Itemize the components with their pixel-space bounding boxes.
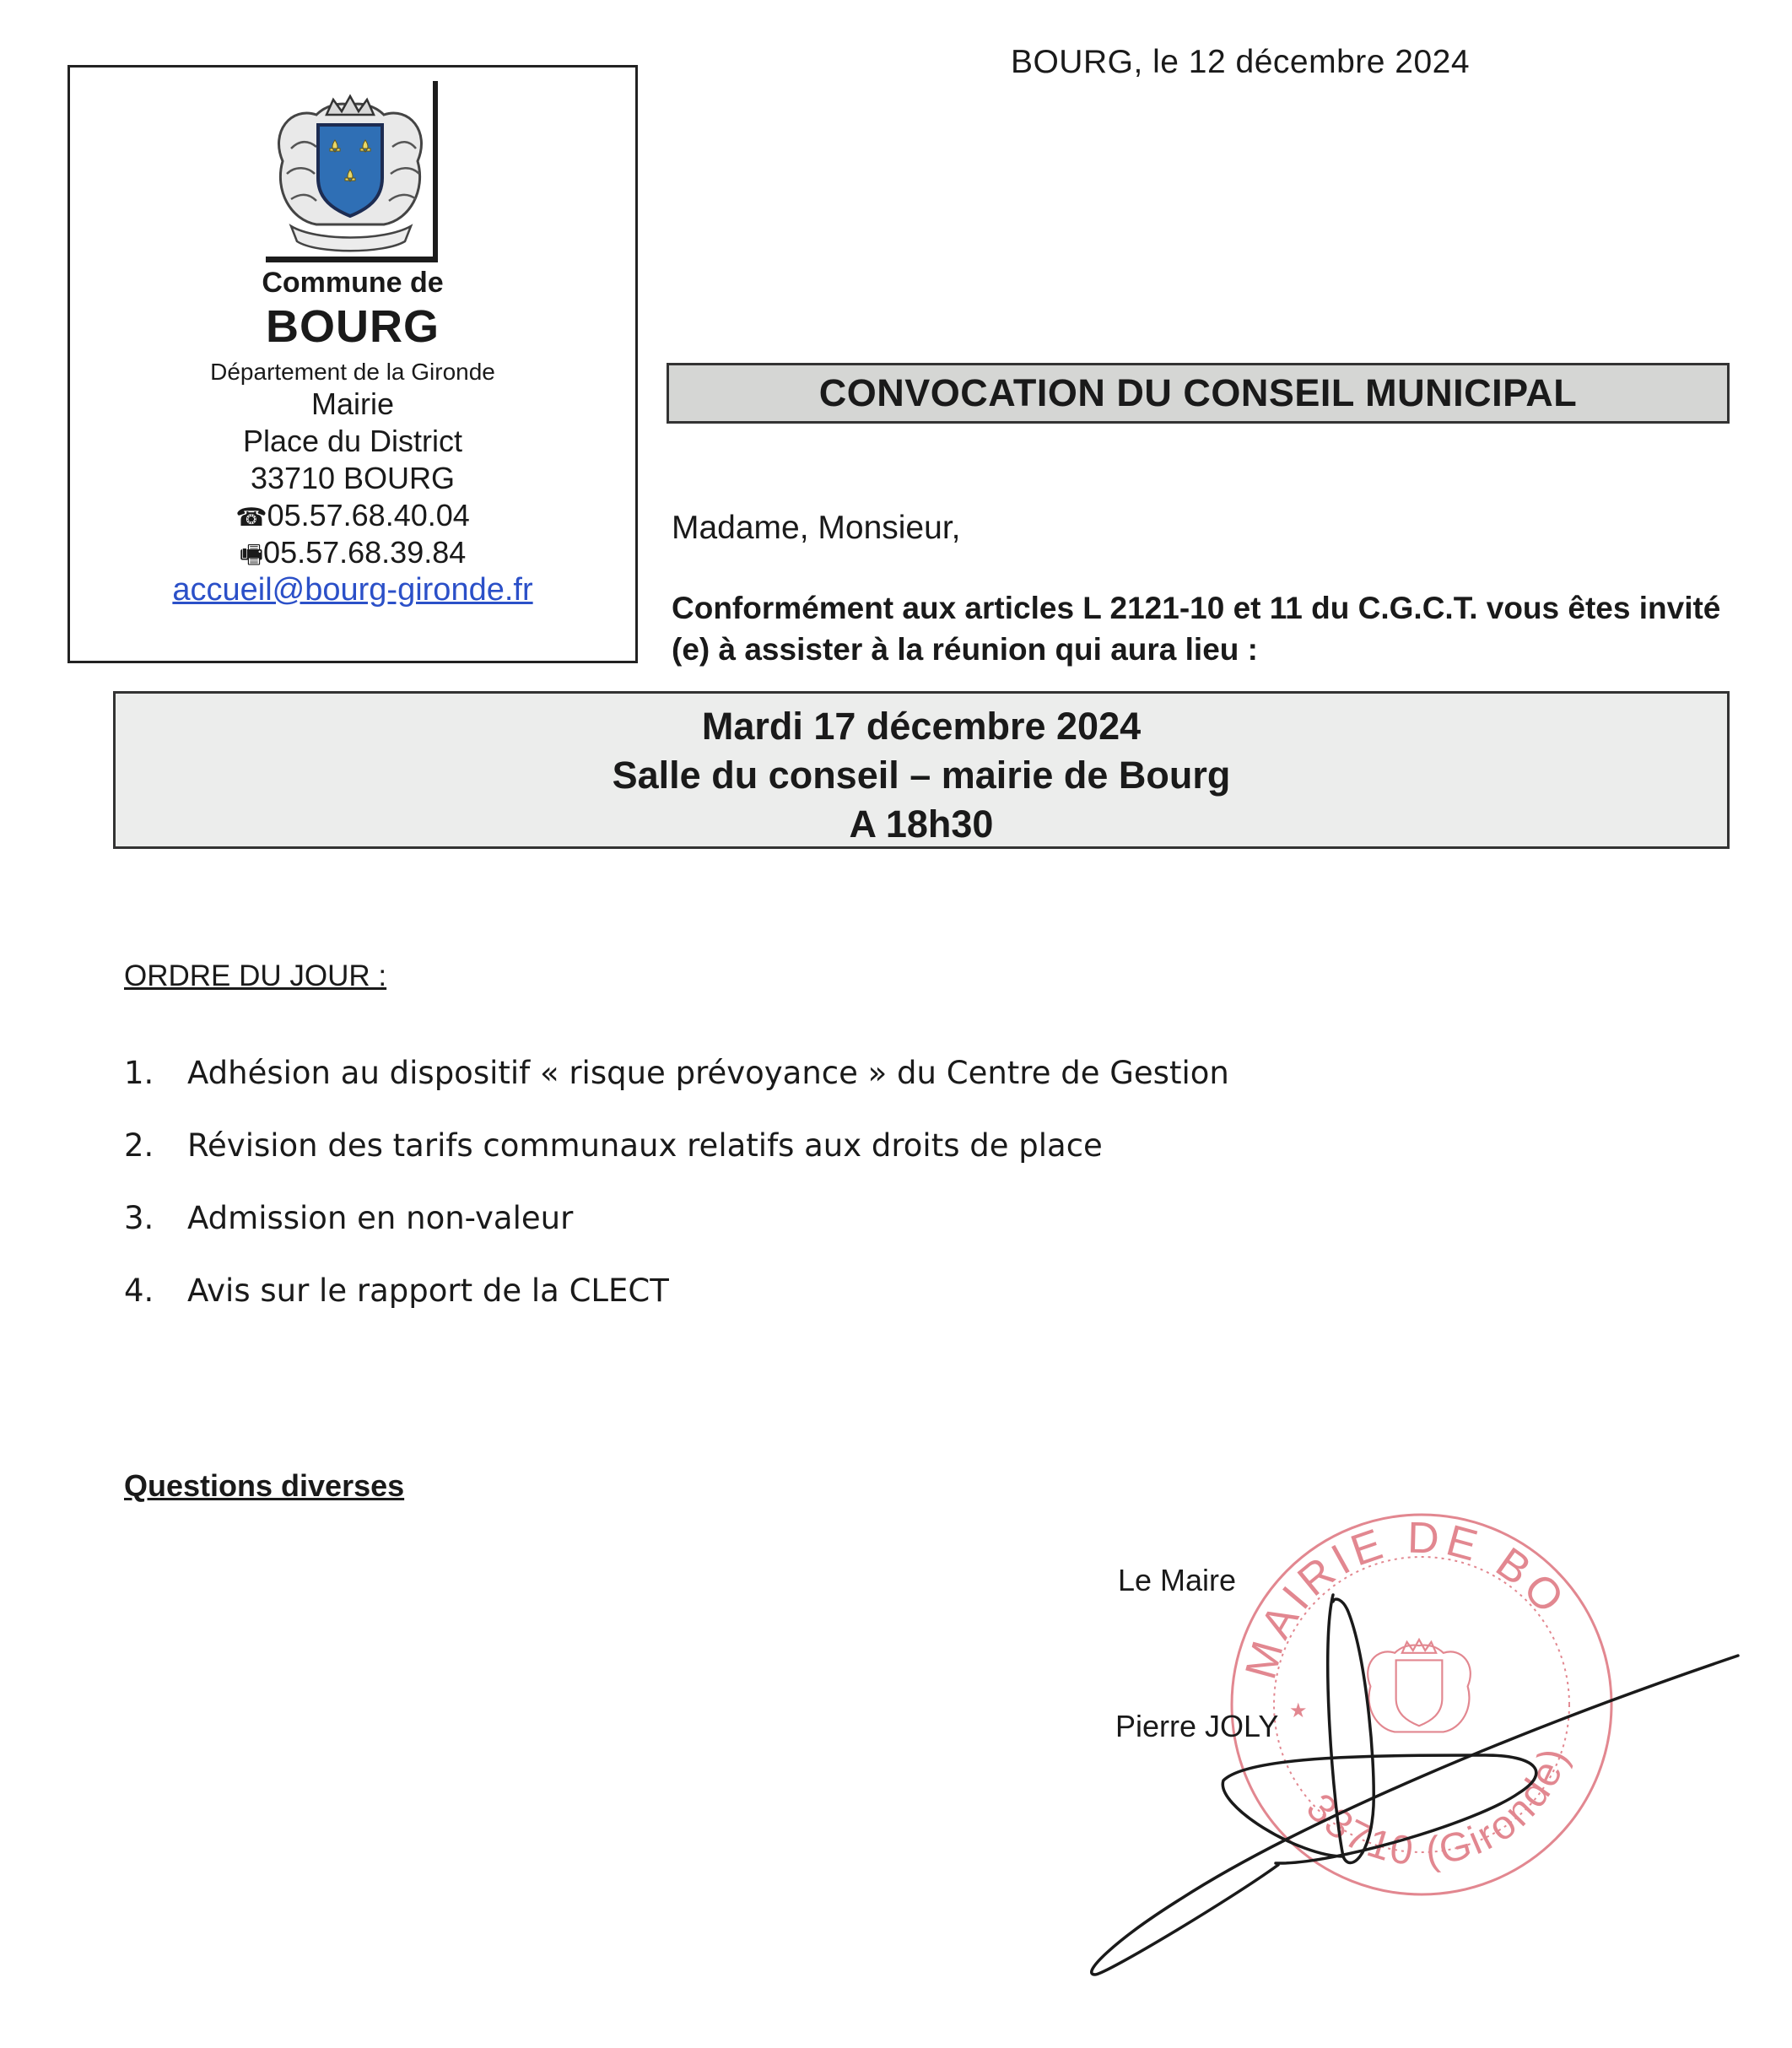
mairie-fax: 05.57.68.39.84 <box>263 535 467 570</box>
fax-icon: 🖷 <box>239 540 264 570</box>
agenda-item-text: Avis sur le rapport de la CLECT <box>187 1273 669 1309</box>
agenda-item <box>124 1127 1643 1200</box>
commune-label: Commune de <box>262 267 444 299</box>
telephone-icon: ☎ <box>235 503 267 532</box>
agenda-item-text: Admission en non-valeur <box>187 1200 574 1236</box>
agenda-item <box>124 1055 1643 1127</box>
logo-frame-right <box>433 81 438 262</box>
mairie-phone-line <box>70 498 635 533</box>
svg-text:★: ★ <box>1289 1699 1308 1722</box>
mairie-phone: 05.57.68.40.04 <box>267 498 470 532</box>
questions-diverses: Questions diverses <box>124 1468 405 1503</box>
mairie-address: Place du District <box>242 424 463 458</box>
mairie-label: Mairie <box>310 386 394 421</box>
agenda-item <box>124 1200 1643 1273</box>
meeting-date: Mardi 17 décembre 2024 <box>701 705 1142 748</box>
signer-name: Pierre JOLY <box>1115 1709 1279 1743</box>
agenda-item-number: 1. <box>124 1055 154 1091</box>
mairie-city: 33710 BOURG <box>250 461 456 495</box>
stamp-bottom-text: 33710 (Gironde) <box>1297 1741 1578 1875</box>
meeting-time: A 18h30 <box>849 802 994 846</box>
agenda-item-number: 4. <box>124 1273 154 1309</box>
salutation: Madame, Monsieur, <box>672 510 961 546</box>
meeting-place: Salle du conseil – mairie de Bourg <box>612 754 1231 797</box>
letter-date: BOURG, le 12 décembre 2024 <box>1010 44 1471 80</box>
agenda-item-text: Révision des tarifs communaux relatifs aux droits de place <box>187 1127 1103 1164</box>
commune-name: BOURG <box>266 301 440 352</box>
agenda-item <box>124 1273 1643 1345</box>
agenda-heading: ORDRE DU JOUR : <box>124 959 387 992</box>
agenda-item-number: 2. <box>124 1127 154 1164</box>
intro-paragraph: Conformément aux articles L 2121-10 et 11 du C.G.C.T. vous êtes invité (e) à assister à la réunion qui aura lieu : <box>672 591 1721 667</box>
coat-of-arms-icon <box>266 81 439 262</box>
departement: Département de la Gironde <box>210 359 495 385</box>
agenda-item-text: Adhésion au dispositif « risque prévoyance » du Centre de Gestion <box>187 1055 1229 1091</box>
agenda-item-number: 3. <box>124 1200 154 1236</box>
coat-of-arms-logo <box>266 81 439 262</box>
stamp-top-text: MAIRIE DE BO <box>1236 1513 1577 1684</box>
signer-role: Le Maire <box>1118 1563 1237 1597</box>
logo-frame-bottom <box>266 257 438 262</box>
meeting-details-box <box>113 691 1730 849</box>
document-title: CONVOCATION DU CONSEIL MUNICIPAL <box>667 363 1730 424</box>
agenda-list <box>124 1055 1643 1345</box>
handwritten-signature <box>1092 1595 1738 1975</box>
mairie-email-link[interactable]: accueil@bourg-gironde.fr <box>172 572 533 608</box>
